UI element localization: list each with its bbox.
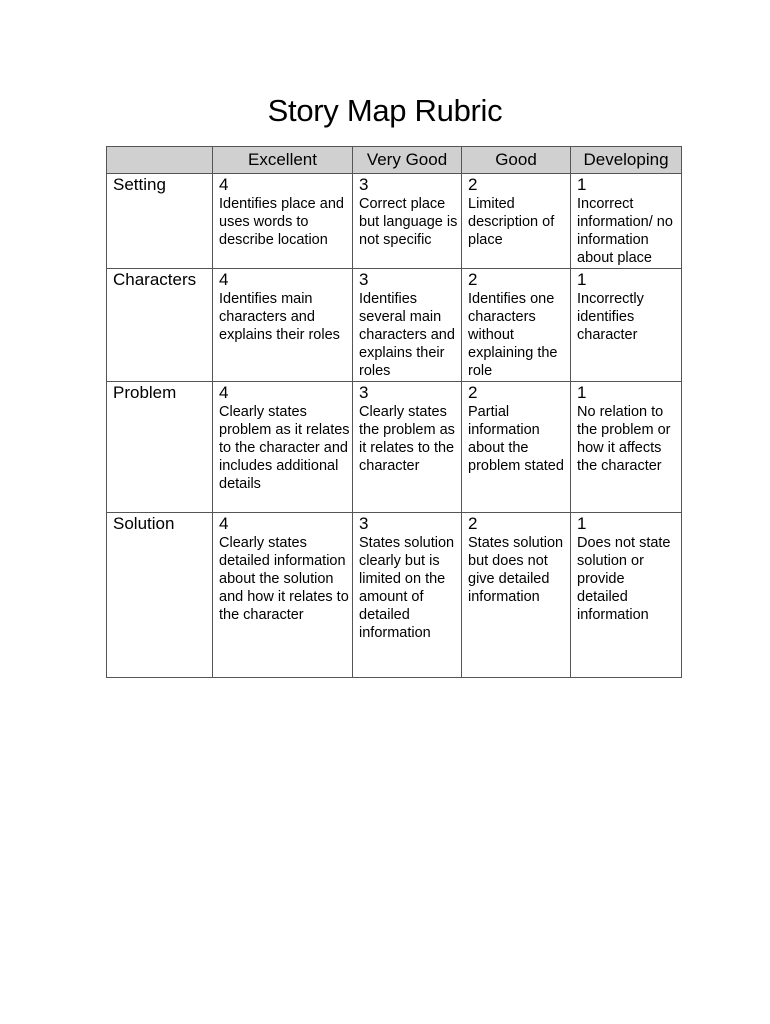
cell-solution-developing (571, 513, 682, 678)
cell-characters-excellent (213, 269, 353, 382)
cell-solution-excellent (213, 513, 353, 678)
score: 2 (468, 383, 478, 402)
header-row (107, 147, 682, 174)
score: 3 (359, 514, 369, 533)
table-row-solution (107, 513, 682, 678)
rubric-table (106, 146, 682, 678)
corner-header-cell (107, 147, 213, 174)
cell-characters-very-good (353, 269, 462, 382)
cell-description: States solution clearly but is limited on the amount of detailed information (359, 535, 455, 641)
table-row-setting (107, 174, 682, 269)
cell-setting-good (462, 174, 571, 269)
score: 3 (359, 175, 369, 194)
cell-solution-good (462, 513, 571, 678)
cell-problem-excellent (213, 382, 353, 513)
cell-description: Correct place but language is not specific (359, 196, 458, 248)
row-label-characters: Characters (107, 269, 213, 382)
page-title: Story Map Rubric (267, 93, 503, 128)
row-label-problem: Problem (107, 382, 213, 513)
cell-setting-excellent (213, 174, 353, 269)
score: 3 (359, 270, 369, 289)
cell-description: Identifies place and uses words to describe location (219, 196, 344, 248)
score: 4 (219, 383, 229, 402)
cell-problem-developing (571, 382, 682, 513)
cell-characters-developing (571, 269, 682, 382)
cell-characters-good (462, 269, 571, 382)
score: 4 (219, 270, 229, 289)
score: 4 (219, 514, 229, 533)
cell-description: Identifies several main characters and explains their roles (359, 291, 455, 379)
score: 2 (468, 175, 478, 194)
cell-description: Does not state solution or provide detailed information (577, 535, 671, 623)
cell-description: Identifies one characters without explaining the role (468, 291, 558, 379)
cell-problem-good (462, 382, 571, 513)
cell-description: States solution but does not give detailed information (468, 535, 564, 605)
score: 2 (468, 514, 478, 533)
cell-setting-developing (571, 174, 682, 269)
column-header-excellent: Excellent (213, 147, 353, 174)
cell-solution-very-good (353, 513, 462, 678)
cell-setting-very-good (353, 174, 462, 269)
cell-description: Clearly states problem as it relates to the character and includes additional details (219, 404, 350, 492)
score: 1 (577, 383, 587, 402)
row-label-setting: Setting (107, 174, 213, 269)
score: 1 (577, 514, 587, 533)
cell-problem-very-good (353, 382, 462, 513)
cell-description: Partial information about the problem stated (468, 404, 564, 474)
column-header-developing: Developing (571, 147, 682, 174)
table-row-characters (107, 269, 682, 382)
row-label-solution: Solution (107, 513, 213, 678)
cell-description: Incorrectly identifies character (577, 291, 644, 343)
score: 2 (468, 270, 478, 289)
cell-description: Clearly states detailed information about the solution and how it relates to the character (219, 535, 349, 623)
score: 1 (577, 175, 587, 194)
cell-description: No relation to the problem or how it affects the character (577, 404, 671, 474)
cell-description: Limited description of place (468, 196, 555, 248)
cell-description: Incorrect information/ no information about place (577, 196, 673, 266)
cell-description: Clearly states the problem as it relates to the character (359, 404, 455, 474)
score: 3 (359, 383, 369, 402)
column-header-very-good: Very Good (353, 147, 462, 174)
score: 4 (219, 175, 229, 194)
table-row-problem (107, 382, 682, 513)
score: 1 (577, 270, 587, 289)
column-header-good: Good (462, 147, 571, 174)
cell-description: Identifies main characters and explains their roles (219, 291, 340, 343)
